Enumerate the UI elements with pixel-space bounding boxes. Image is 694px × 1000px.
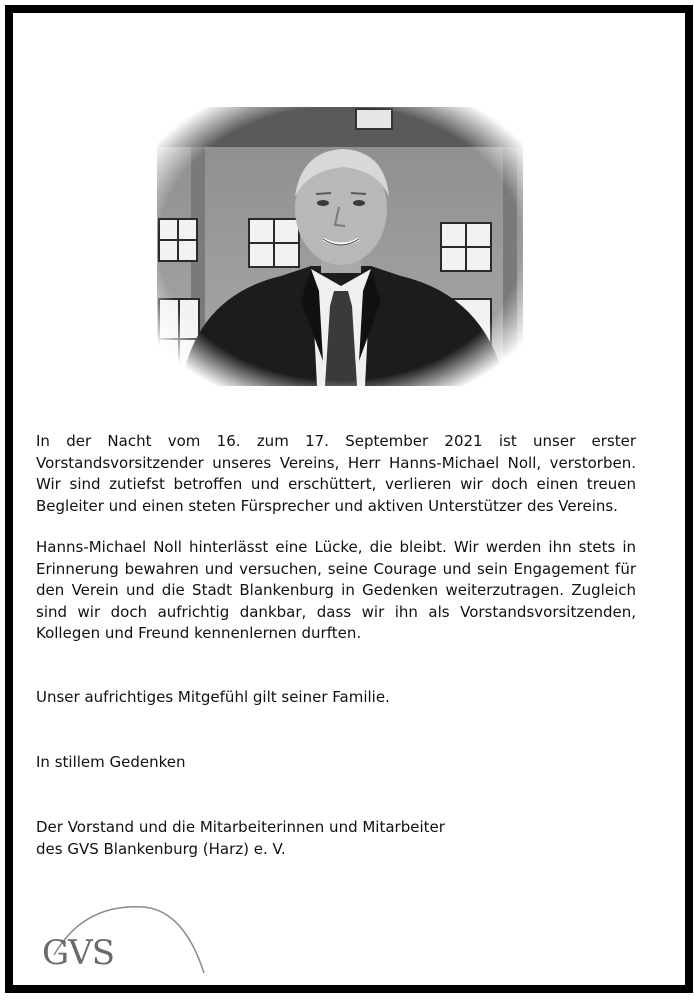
- condolence-line: Unser aufrichtiges Mitgefühl gilt seiner Familie.: [36, 688, 390, 706]
- logo-text: GVS: [42, 933, 115, 973]
- in-memoriam-line: In stillem Gedenken: [36, 753, 186, 771]
- signature-line-2: des GVS Blankenburg (Harz) e. V.: [36, 839, 286, 858]
- gvs-logo: [34, 895, 224, 975]
- portrait-photo: [151, 101, 529, 386]
- signature-line-1: Der Vorstand und die Mitarbeiterinnen und Mitarbeiter: [36, 818, 445, 836]
- signature-block: [36, 817, 636, 860]
- obituary-paragraph-1: In der Nacht vom 16. zum 17. September 2021 ist unser erster Vorstandsvorsitzender unseres Vereins, Herr Hanns-Michael Noll, verstorben. Wir sind zutiefst betroffen und erschüttert, verlieren wir doch einen treuen Begleiter und einen steten Fürsprecher und aktiven Unterstützer des Vereins.: [36, 432, 636, 515]
- obituary-paragraph-2: Hanns-Michael Noll hinterlässt eine Lücke, die bleibt. Wir werden ihn stets in Erinnerung bewahren und versuchen, seine Courage und sein Engagement für den Verein und die Stadt Blankenburg in Gedenken weiterzutragen. Zugleich sind wir doch aufrichtig dankbar, dass wir ihn als Vorstandsvorsitzenden, Kollegen und Freund kennenlernen durften.: [36, 538, 636, 642]
